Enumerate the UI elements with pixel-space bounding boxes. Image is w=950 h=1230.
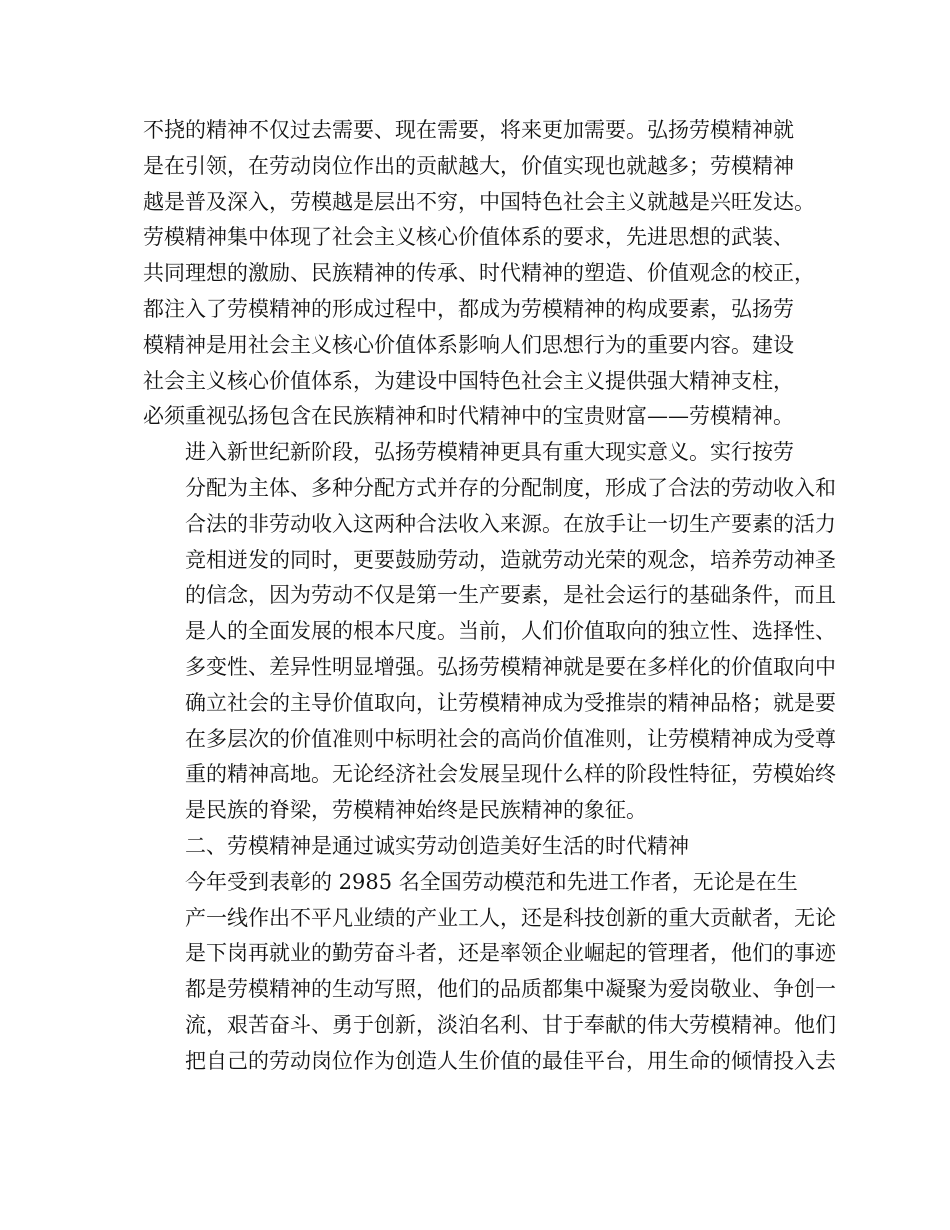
text-line: 是人的全面发展的根本尺度。当前，人们价值取向的独立性、选择性、	[185, 619, 836, 644]
text-line: 越是普及深入，劳模越是层出不穷，中国特色社会主义就越是兴旺发达。	[143, 189, 815, 214]
text-line: 模精神是用社会主义核心价值体系影响人们思想行为的重要内容。建设	[143, 332, 794, 357]
text-line: 在多层次的价值准则中标明社会的高尚价值准则，让劳模精神成为受尊	[185, 726, 836, 751]
text-line: 今年受到表彰的 2985 名全国劳动模范和先进工作者，无论是在生	[185, 869, 798, 894]
text-line: 共同理想的激励、民族精神的传承、时代精神的塑造、价值观念的校正，	[143, 261, 815, 286]
text-line: 合法的非劳动收入这两种合法收入来源。在放手让一切生产要素的活力	[185, 511, 836, 536]
text-line: 产一线作出不平凡业绩的产业工人，还是科技创新的重大贡献者，无论	[185, 905, 836, 930]
text-line: 分配为主体、多种分配方式并存的分配制度，形成了合法的劳动收入和	[185, 475, 836, 500]
text-line: 多变性、差异性明显增强。弘扬劳模精神就是要在多样化的价值取向中	[185, 654, 836, 679]
text-line: 的信念，因为劳动不仅是第一生产要素，是社会运行的基础条件，而且	[185, 583, 836, 608]
text-line: 社会主义核心价值体系，为建设中国特色社会主义提供强大精神支柱，	[143, 368, 794, 393]
text-line: 都注入了劳模精神的形成过程中，都成为劳模精神的构成要素，弘扬劳	[143, 296, 794, 321]
paragraph	[143, 435, 836, 829]
text-line: 把自己的劳动岗位作为创造人生价值的最佳平台，用生命的倾情投入去	[185, 1048, 836, 1073]
text-line: 流，艰苦奋斗、勇于创新，淡泊名利、甘于奉献的伟大劳模精神。他们	[185, 1012, 836, 1037]
text-line: 进入新世纪新阶段，弘扬劳模精神更具有重大现实意义。实行按劳	[185, 440, 794, 465]
text-line: 是民族的脊梁，劳模精神始终是民族精神的象征。	[185, 798, 647, 823]
text-line: 是下岗再就业的勤劳奋斗者，还是率领企业崛起的管理者，他们的事迹	[185, 941, 836, 966]
text-line: 劳模精神集中体现了社会主义核心价值体系的要求，先进思想的武装、	[143, 225, 794, 250]
document-body	[143, 113, 836, 1080]
text-line: 二、劳模精神是通过诚实劳动创造美好生活的时代精神	[185, 833, 689, 858]
text-line: 都是劳模精神的生动写照，他们的品质都集中凝聚为爱岗敬业、争创一	[185, 977, 836, 1002]
paragraph	[143, 865, 836, 1080]
text-line: 是在引领，在劳动岗位作出的贡献越大，价值实现也就越多；劳模精神	[143, 153, 794, 178]
paragraph	[143, 829, 823, 865]
paragraph	[143, 113, 823, 435]
text-line: 不挠的精神不仅过去需要、现在需要，将来更加需要。弘扬劳模精神就	[143, 118, 794, 142]
text-line: 重的精神高地。无论经济社会发展呈现什么样的阶段性特征，劳模始终	[185, 762, 836, 787]
text-line: 竞相迸发的同时，更要鼓励劳动，造就劳动光荣的观念，培养劳动神圣	[185, 547, 836, 572]
text-line: 确立社会的主导价值取向，让劳模精神成为受推崇的精神品格；就是要	[185, 690, 836, 715]
text-line: 必须重视弘扬包含在民族精神和时代精神中的宝贵财富——劳模精神。	[143, 404, 794, 429]
